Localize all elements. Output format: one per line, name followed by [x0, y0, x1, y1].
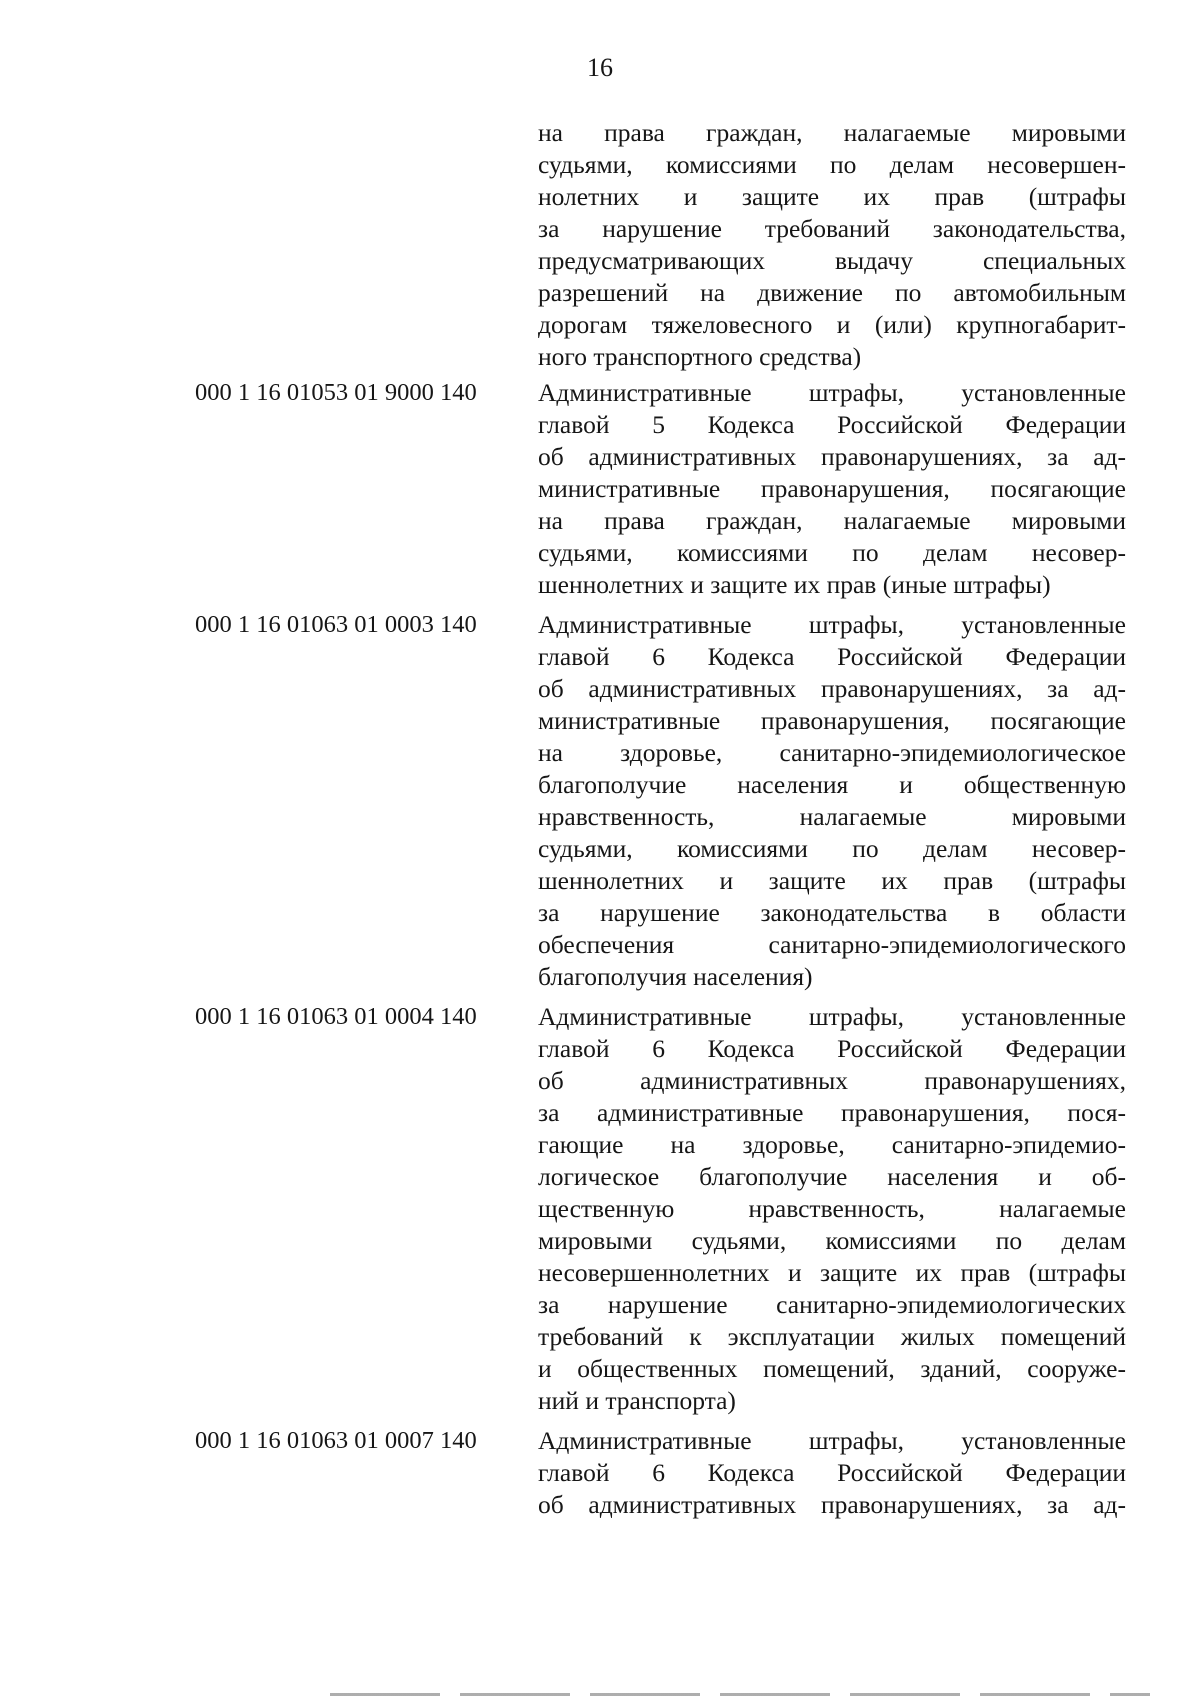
description-line: Административные штрафы, установленные [538, 610, 1126, 639]
table-row [0, 377, 1200, 601]
description-line: мировыми судьями, комиссиями по делам [538, 1226, 1126, 1255]
table-row [0, 609, 1200, 993]
description-line: благополучия населения) [538, 962, 813, 991]
description-line: несовершеннолетних и защите их прав (штрафы [538, 1258, 1126, 1287]
budget-classification-code: 000 1 16 01063 01 0003 140 [195, 611, 477, 638]
description-line: судьями, комиссиями по делам несовер- [538, 834, 1126, 863]
description-line: об административных правонарушениях, [538, 1066, 1126, 1095]
budget-classification-code: 000 1 16 01063 01 0004 140 [195, 1003, 477, 1030]
description-line: дорогам тяжеловесного и (или) крупногабарит- [538, 310, 1126, 339]
revenue-description [538, 609, 1126, 993]
description-line: на права граждан, налагаемые мировыми [538, 506, 1126, 535]
description-line: щественную нравственность, налагаемые [538, 1194, 1126, 1223]
description-line: на права граждан, налагаемые мировыми [538, 118, 1126, 147]
revenue-description [538, 1425, 1126, 1521]
description-line: об административных правонарушениях, за ад- [538, 1490, 1126, 1519]
description-line: и общественных помещений, зданий, сооруже- [538, 1354, 1126, 1383]
description-line: главой 6 Кодекса Российской Федерации [538, 642, 1126, 671]
description-line: Административные штрафы, установленные [538, 1426, 1126, 1455]
description-line: на здоровье, санитарно-эпидемиологическое [538, 738, 1126, 767]
description-line: гающие на здоровье, санитарно-эпидемио- [538, 1130, 1126, 1159]
description-line: предусматривающих выдачу специальных [538, 246, 1126, 275]
description-line: разрешений на движение по автомобильным [538, 278, 1126, 307]
description-line: Административные штрафы, установленные [538, 1002, 1126, 1031]
table-row [0, 1001, 1200, 1417]
description-line: об административных правонарушениях, за ад- [538, 442, 1126, 471]
description-line: за нарушение санитарно-эпидемиологических [538, 1290, 1126, 1319]
budget-classification-code: 000 1 16 01063 01 0007 140 [195, 1427, 477, 1454]
description-line: за нарушение требований законодательства, [538, 214, 1126, 243]
description-line: Административные штрафы, установленные [538, 378, 1126, 407]
description-line: министративные правонарушения, посягающие [538, 474, 1126, 503]
description-line: судьями, комиссиями по делам несовер- [538, 538, 1126, 567]
revenue-description [538, 377, 1126, 601]
description-line: благополучие населения и общественную [538, 770, 1126, 799]
description-line: нравственность, налагаемые мировыми [538, 802, 1126, 831]
description-line: главой 5 Кодекса Российской Федерации [538, 410, 1126, 439]
description-line: ного транспортного средства) [538, 342, 862, 371]
description-line: ний и транспорта) [538, 1386, 736, 1415]
budget-classification-code: 000 1 16 01053 01 9000 140 [195, 379, 477, 406]
table-row [0, 1425, 1200, 1521]
description-line: за административные правонарушения, пося- [538, 1098, 1126, 1127]
budget-code-table [0, 117, 1200, 1529]
description-line: обеспечения санитарно-эпидемиологического [538, 930, 1126, 959]
description-line: судьями, комиссиями по делам несовершен- [538, 150, 1126, 179]
revenue-description [538, 117, 1126, 373]
description-line: шеннолетних и защите их прав (иные штрафы) [538, 570, 1051, 599]
description-line: министративные правонарушения, посягающие [538, 706, 1126, 735]
description-line: требований к эксплуатации жилых помещений [538, 1322, 1126, 1351]
description-line: главой 6 Кодекса Российской Федерации [538, 1458, 1126, 1487]
description-line: нолетних и защите их прав (штрафы [538, 182, 1126, 211]
description-line: об административных правонарушениях, за ад- [538, 674, 1126, 703]
description-line: шеннолетних и защите их прав (штрафы [538, 866, 1126, 895]
description-line: логическое благополучие населения и об- [538, 1162, 1126, 1191]
page-number: 16 [587, 53, 613, 82]
revenue-description [538, 1001, 1126, 1417]
description-line: за нарушение законодательства в области [538, 898, 1126, 927]
table-row [0, 117, 1200, 373]
description-line: главой 6 Кодекса Российской Федерации [538, 1034, 1126, 1063]
scan-artifact-rule [330, 1693, 1150, 1696]
